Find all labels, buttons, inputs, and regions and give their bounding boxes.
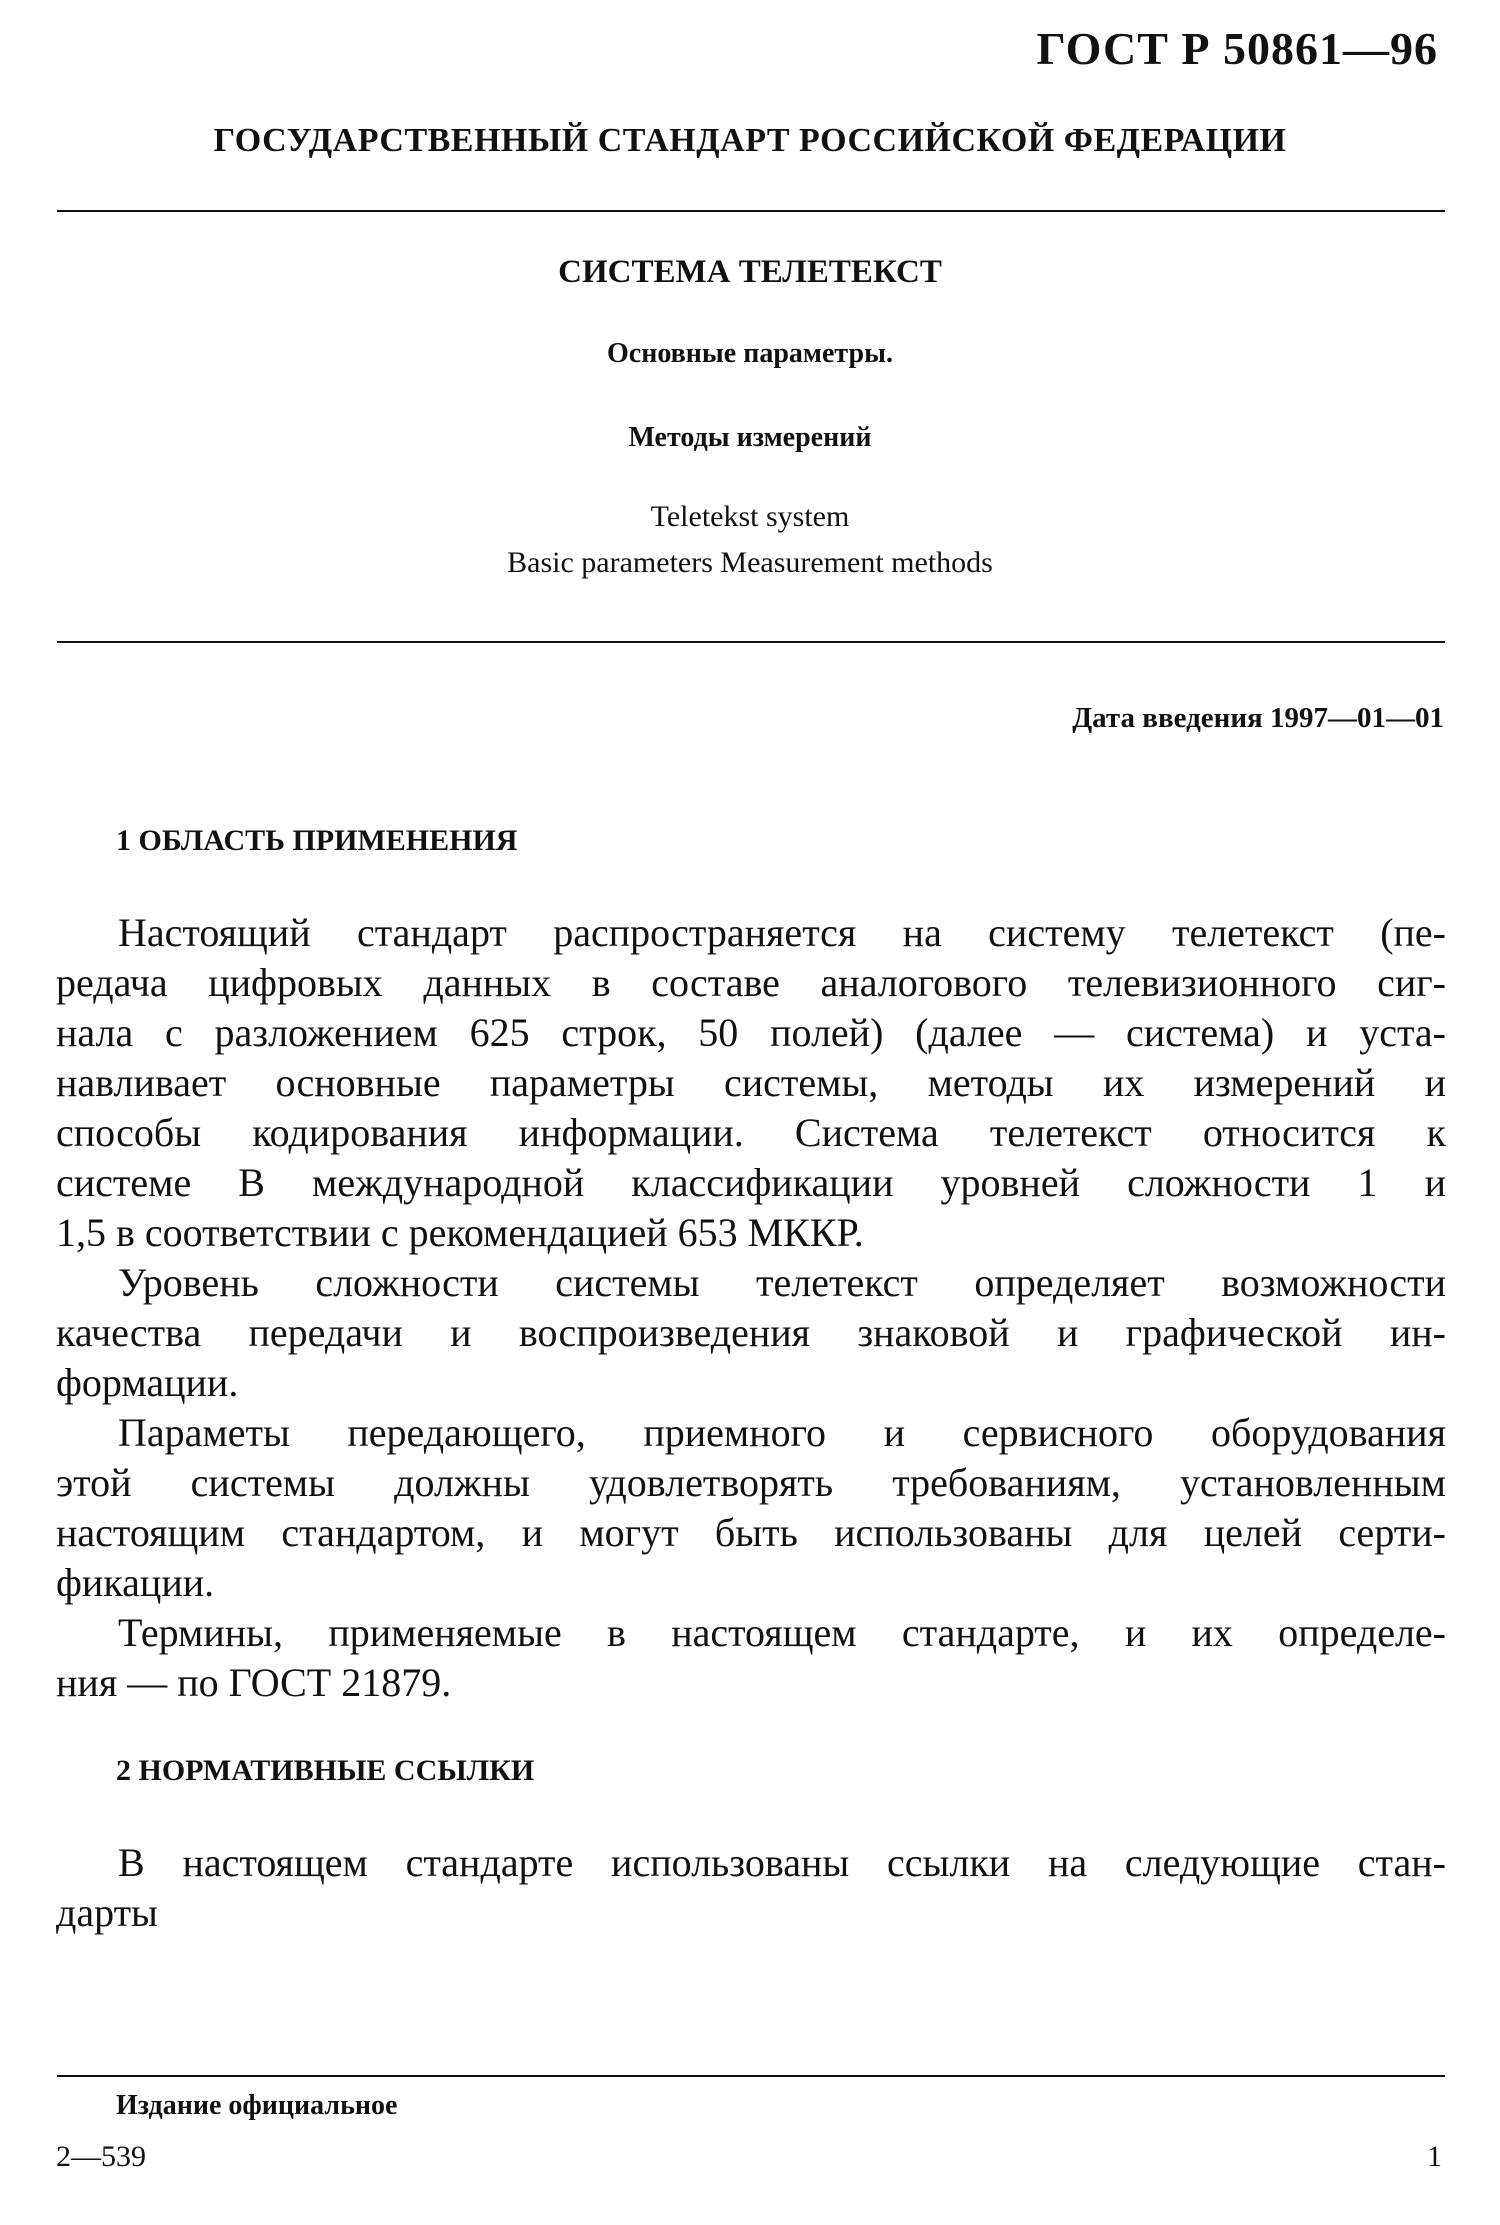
page-number: 1 — [1427, 2140, 1442, 2173]
text-line: ния — по ГОСТ 21879. — [56, 1660, 452, 1705]
document-subtitle-1: Основные параметры. — [607, 338, 893, 369]
section-2-heading: 2 НОРМАТИВНЫЕ ССЫЛКИ — [116, 1754, 535, 1787]
text-line: качества передачи и воспроизведения знаковой и графической ин- — [56, 1310, 1446, 1355]
document-subtitle-2: Методы измерений — [628, 422, 872, 453]
introduction-date: Дата введения 1997—01—01 — [1072, 702, 1444, 734]
text-line: редача цифровых данных в составе аналогового телевизионного сиг- — [56, 960, 1446, 1005]
text-line: Параметы передающего, приемного и сервисного оборудования — [118, 1410, 1446, 1455]
footer-divider — [57, 2075, 1445, 2077]
section-1-paragraph-2 — [56, 1258, 1446, 1408]
section-2-paragraph-1 — [56, 1838, 1446, 1938]
text-line: Уровень сложности системы телетекст определяет возможности — [118, 1260, 1446, 1305]
english-title-2: Basic parameters Measurement methods — [507, 546, 993, 579]
section-1-heading: 1 ОБЛАСТЬ ПРИМЕНЕНИЯ — [116, 824, 518, 857]
top-divider — [57, 210, 1445, 212]
section-1-paragraph-4 — [56, 1608, 1446, 1708]
text-line: этой системы должны удовлетворять требованиям, установленным — [56, 1460, 1446, 1505]
state-standard-heading: ГОСУДАРСТВЕННЫЙ СТАНДАРТ РОССИЙСКОЙ ФЕДЕРАЦИИ — [213, 122, 1287, 159]
section-1-paragraph-3 — [56, 1408, 1446, 1608]
text-line: нала с разложением 625 строк, 50 полей) (далее — система) и уста- — [56, 1010, 1446, 1055]
text-line: формации. — [56, 1360, 239, 1405]
text-line: системе В международной классификации уровней сложности 1 и — [56, 1160, 1446, 1205]
text-line: В настоящем стандарте использованы ссылки на следующие стан- — [118, 1840, 1446, 1885]
official-edition-label: Издание официальное — [116, 2090, 398, 2121]
text-line: настоящим стандартом, и могут быть использованы для целей серти- — [56, 1510, 1446, 1555]
text-line: 1,5 в соответствии с рекомендацией 653 МККР. — [56, 1210, 864, 1255]
print-code: 2—539 — [56, 2140, 146, 2173]
document-code: ГОСТ Р 50861—96 — [1036, 23, 1438, 74]
title-divider — [57, 641, 1445, 643]
text-line: Термины, применяемые в настоящем стандарте, и их определе- — [118, 1610, 1446, 1655]
english-title-1: Teletekst system — [650, 500, 850, 533]
text-line: дарты — [56, 1890, 158, 1935]
text-line: способы кодирования информации. Система телетекст относится к — [56, 1110, 1446, 1155]
section-1-paragraph-1 — [56, 908, 1446, 1258]
text-line: навливает основные параметры системы, методы их измерений и — [56, 1060, 1446, 1105]
document-title: СИСТЕМА ТЕЛЕТЕКСТ — [558, 254, 942, 290]
text-line: Настоящий стандарт распространяется на систему телетекст (пе- — [118, 910, 1446, 955]
text-line: фикации. — [56, 1560, 215, 1605]
